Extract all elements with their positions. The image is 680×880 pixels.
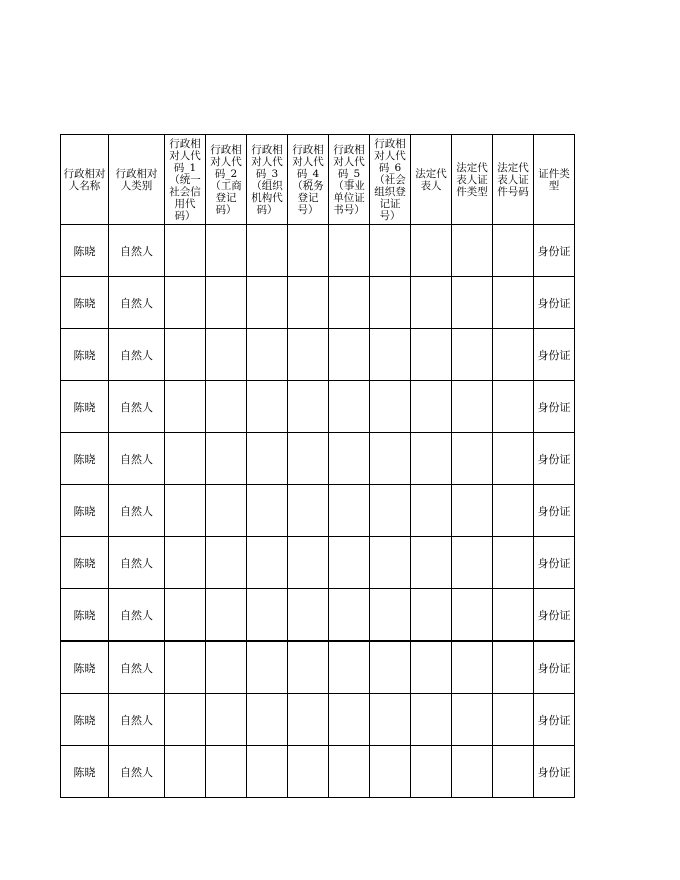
table-cell-code-2	[206, 225, 247, 277]
table-cell-code-4	[288, 641, 329, 694]
table-cell-legal-rep	[411, 641, 452, 694]
table-cell-legal-rep-id-number	[493, 485, 534, 537]
table-cell-legal-rep	[411, 589, 452, 642]
table-row	[61, 433, 575, 485]
table-cell-code-5	[329, 641, 370, 694]
column-header-label: 行政相对人名称	[63, 167, 106, 192]
table-cell-code-3	[247, 694, 288, 746]
table-cell-id-type: 身份证	[534, 381, 575, 433]
table-cell-code-6	[370, 381, 411, 433]
table-cell-code-2	[206, 537, 247, 589]
column-header-legal-rep-id-number	[493, 135, 534, 225]
table-cell-code-3	[247, 381, 288, 433]
table-cell-code-5	[329, 694, 370, 746]
table-cell-code-6	[370, 746, 411, 798]
table-cell-id-type: 身份证	[534, 694, 575, 746]
table-cell-code-6	[370, 694, 411, 746]
table-cell-id-type: 身份证	[534, 641, 575, 694]
table-cell-code-5	[329, 329, 370, 381]
table-cell-id-type: 身份证	[534, 277, 575, 329]
table-cell-code-4	[288, 485, 329, 537]
table-cell-code-2	[206, 485, 247, 537]
table-cell-legal-rep-id-number	[493, 433, 534, 485]
column-header-label: 行政相对人代码_4（税务登记号）	[292, 143, 324, 216]
table-cell-code-5	[329, 277, 370, 329]
table-cell-code-1	[165, 433, 206, 485]
table-cell-name: 陈晓	[61, 485, 109, 537]
table-cell-code-1	[165, 537, 206, 589]
table-cell-code-1	[165, 329, 206, 381]
table-cell-code-3	[247, 225, 288, 277]
table-cell-category: 自然人	[109, 277, 165, 329]
table-cell-category: 自然人	[109, 485, 165, 537]
table-cell-code-2	[206, 329, 247, 381]
table-cell-category: 自然人	[109, 537, 165, 589]
column-header-code-3	[247, 135, 288, 225]
table-cell-code-3	[247, 485, 288, 537]
table-body	[61, 225, 575, 798]
table-cell-code-1	[165, 225, 206, 277]
table-cell-legal-rep-id-number	[493, 225, 534, 277]
table-cell-category: 自然人	[109, 694, 165, 746]
table-cell-category: 自然人	[109, 381, 165, 433]
table-row	[61, 641, 575, 694]
table-cell-legal-rep	[411, 225, 452, 277]
column-header-label: 法定代表人证件号码	[497, 161, 529, 198]
table-cell-legal-rep-id-number	[493, 746, 534, 798]
table-cell-legal-rep	[411, 537, 452, 589]
table-cell-legal-rep-id-type	[452, 433, 493, 485]
table-cell-name: 陈晓	[61, 694, 109, 746]
table-cell-category: 自然人	[109, 433, 165, 485]
table-cell-legal-rep-id-type	[452, 694, 493, 746]
table-cell-legal-rep-id-type	[452, 485, 493, 537]
table-cell-legal-rep-id-number	[493, 381, 534, 433]
table-cell-code-4	[288, 589, 329, 642]
table-cell-category: 自然人	[109, 746, 165, 798]
table-cell-code-2	[206, 746, 247, 798]
table-cell-code-3	[247, 641, 288, 694]
table-cell-name: 陈晓	[61, 277, 109, 329]
column-header-code-1	[165, 135, 206, 225]
column-header-legal-rep	[411, 135, 452, 225]
table-cell-legal-rep	[411, 485, 452, 537]
column-header-label: 行政相对人代码_3（组织机构代码）	[251, 143, 283, 216]
table-cell-legal-rep	[411, 746, 452, 798]
column-header-name	[61, 135, 109, 225]
table-row	[61, 537, 575, 589]
column-header-code-6	[370, 135, 411, 225]
column-header-label: 行政相对人代码_5（事业单位证书号）	[333, 143, 365, 216]
table-cell-code-4	[288, 746, 329, 798]
table-cell-id-type: 身份证	[534, 589, 575, 642]
table-cell-code-5	[329, 589, 370, 642]
table-cell-code-2	[206, 277, 247, 329]
column-header-code-2	[206, 135, 247, 225]
table-cell-legal-rep-id-type	[452, 537, 493, 589]
column-header-label: 法定代表人证件类型	[456, 161, 488, 198]
column-header-legal-rep-id-type	[452, 135, 493, 225]
table-cell-code-6	[370, 641, 411, 694]
column-header-label: 行政相对人类别	[115, 167, 158, 192]
table-cell-code-6	[370, 485, 411, 537]
table-cell-id-type: 身份证	[534, 225, 575, 277]
table-cell-name: 陈晓	[61, 433, 109, 485]
column-header-label: 行政相对人代码_6（社会组织登记证号）	[374, 137, 406, 222]
table-cell-id-type: 身份证	[534, 485, 575, 537]
table-cell-code-3	[247, 277, 288, 329]
table-cell-code-4	[288, 537, 329, 589]
column-header-code-4	[288, 135, 329, 225]
table-cell-name: 陈晓	[61, 641, 109, 694]
table-cell-name: 陈晓	[61, 225, 109, 277]
column-header-label: 行政相对人代码_1（统一社会信用代码）	[169, 137, 201, 222]
table-row	[61, 485, 575, 537]
column-header-id-type	[534, 135, 575, 225]
table-cell-code-2	[206, 381, 247, 433]
table-cell-code-3	[247, 329, 288, 381]
table-cell-legal-rep-id-number	[493, 589, 534, 642]
table-cell-code-4	[288, 329, 329, 381]
table-cell-legal-rep-id-type	[452, 277, 493, 329]
table-cell-code-5	[329, 746, 370, 798]
table-cell-legal-rep-id-type	[452, 589, 493, 642]
table-cell-legal-rep-id-type	[452, 381, 493, 433]
table-row	[61, 277, 575, 329]
table-cell-code-1	[165, 381, 206, 433]
table-cell-code-2	[206, 433, 247, 485]
table-cell-legal-rep-id-type	[452, 641, 493, 694]
table-cell-name: 陈晓	[61, 329, 109, 381]
table-cell-code-4	[288, 694, 329, 746]
table-row	[61, 381, 575, 433]
table-cell-code-5	[329, 537, 370, 589]
table-row	[61, 225, 575, 277]
table-cell-code-3	[247, 433, 288, 485]
column-header-label: 行政相对人代码_2（工商登记码）	[210, 143, 242, 216]
table-cell-id-type: 身份证	[534, 537, 575, 589]
table-cell-name: 陈晓	[61, 537, 109, 589]
table-cell-code-1	[165, 694, 206, 746]
column-header-category	[109, 135, 165, 225]
table-cell-name: 陈晓	[61, 589, 109, 642]
table-cell-id-type: 身份证	[534, 433, 575, 485]
table-cell-legal-rep-id-type	[452, 329, 493, 381]
table-cell-legal-rep-id-type	[452, 746, 493, 798]
table-cell-legal-rep-id-number	[493, 329, 534, 381]
table-cell-code-1	[165, 589, 206, 642]
table-row	[61, 746, 575, 798]
table-cell-legal-rep-id-number	[493, 694, 534, 746]
header-row	[61, 135, 575, 225]
table-cell-code-3	[247, 537, 288, 589]
table-cell-code-6	[370, 589, 411, 642]
table-cell-code-2	[206, 641, 247, 694]
table-cell-code-6	[370, 433, 411, 485]
table-cell-code-1	[165, 277, 206, 329]
table-cell-legal-rep	[411, 433, 452, 485]
table-row	[61, 694, 575, 746]
column-header-label: 证件类型	[538, 167, 570, 192]
table-cell-category: 自然人	[109, 641, 165, 694]
table-cell-category: 自然人	[109, 589, 165, 642]
table-cell-legal-rep	[411, 694, 452, 746]
table-cell-code-4	[288, 225, 329, 277]
column-header-label: 法定代表人	[415, 167, 447, 192]
table-cell-name: 陈晓	[61, 746, 109, 798]
table-cell-code-4	[288, 433, 329, 485]
table-cell-code-6	[370, 537, 411, 589]
table-cell-legal-rep	[411, 329, 452, 381]
table-cell-legal-rep-id-number	[493, 277, 534, 329]
table-cell-legal-rep-id-number	[493, 537, 534, 589]
table-cell-code-1	[165, 746, 206, 798]
table-cell-code-6	[370, 225, 411, 277]
table-cell-legal-rep-id-number	[493, 641, 534, 694]
table-cell-code-6	[370, 277, 411, 329]
table-cell-code-4	[288, 277, 329, 329]
table-cell-legal-rep	[411, 381, 452, 433]
table-cell-code-3	[247, 746, 288, 798]
table-cell-code-2	[206, 694, 247, 746]
data-table	[60, 134, 575, 798]
table-cell-code-5	[329, 225, 370, 277]
table-cell-category: 自然人	[109, 225, 165, 277]
table-cell-code-6	[370, 329, 411, 381]
table-cell-code-4	[288, 381, 329, 433]
table-cell-legal-rep-id-type	[452, 225, 493, 277]
table-cell-code-5	[329, 485, 370, 537]
table-cell-category: 自然人	[109, 329, 165, 381]
table-cell-code-1	[165, 485, 206, 537]
table-cell-id-type: 身份证	[534, 329, 575, 381]
table-cell-code-5	[329, 381, 370, 433]
table-cell-code-1	[165, 641, 206, 694]
table-row	[61, 329, 575, 381]
table-cell-legal-rep	[411, 277, 452, 329]
table-cell-code-5	[329, 433, 370, 485]
column-header-code-5	[329, 135, 370, 225]
table-cell-code-3	[247, 589, 288, 642]
table-row	[61, 589, 575, 642]
table-cell-code-2	[206, 589, 247, 642]
table-cell-id-type: 身份证	[534, 746, 575, 798]
table-cell-name: 陈晓	[61, 381, 109, 433]
